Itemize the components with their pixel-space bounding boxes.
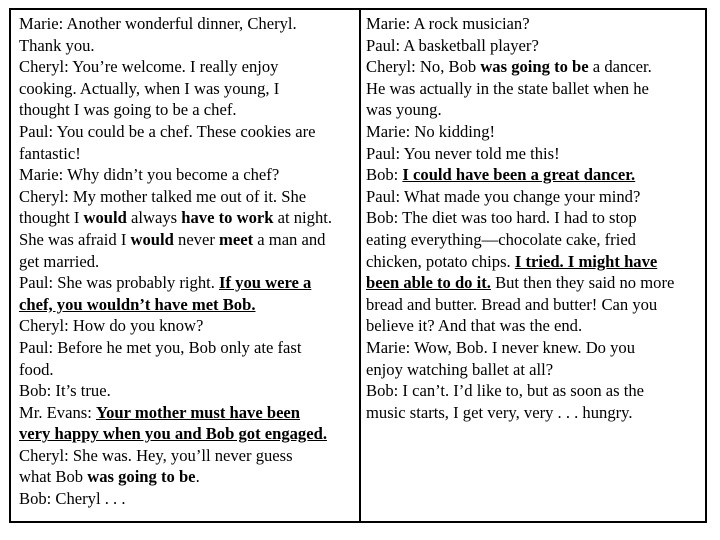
text-run: .: [195, 467, 200, 487]
underlined-bold-text: I could have been a great dancer.: [402, 165, 636, 185]
bold-text: was going to be: [480, 57, 589, 77]
text-run: a man and: [253, 229, 326, 249]
text-line: Thank you.: [19, 35, 95, 55]
text-line: [19, 466, 355, 488]
bold-text: was going to be: [87, 467, 196, 487]
text-line: Cheryl: How do you know?: [19, 316, 204, 336]
text-line: [366, 164, 702, 186]
text-line: Marie: Another wonderful dinner, Cheryl.: [19, 14, 297, 33]
underlined-bold-text: been able to do it.: [366, 273, 491, 293]
bold-text: would: [83, 208, 127, 228]
text-line: was young.: [366, 100, 442, 120]
text-line: Marie: A rock musician?: [366, 14, 530, 33]
text-line: Paul: What made you change your mind?: [366, 186, 641, 206]
text-run: always: [126, 208, 182, 228]
bold-text: meet: [219, 229, 254, 249]
right-column: [366, 13, 702, 423]
text-run: Paul: She was probably right.: [19, 273, 220, 293]
text-run: what Bob: [19, 467, 88, 487]
text-run: Bob:: [366, 165, 403, 185]
text-line: cooking. Actually, when I was young, I: [19, 78, 280, 98]
text-line: Paul: Before he met you, Bob only ate fast: [19, 337, 302, 357]
text-line: eating everything—chocolate cake, fried: [366, 229, 636, 249]
text-line: Marie: Why didn’t you become a chef?: [19, 165, 280, 185]
underlined-bold-text: If you were a: [219, 273, 312, 293]
text-run: a dancer.: [588, 57, 652, 77]
text-line: [366, 272, 702, 294]
text-line: He was actually in the state ballet when he: [366, 78, 649, 98]
text-line: music starts, I get very, very . . . hungry.: [366, 402, 633, 422]
text-line: Bob: The diet was too hard. I had to stop: [366, 208, 637, 228]
text-run: never: [173, 229, 220, 249]
underlined-bold-text: Your mother must have been: [95, 402, 301, 422]
text-line: enjoy watching ballet at all?: [366, 359, 554, 379]
text-line: [19, 402, 355, 424]
text-line: Bob: It’s true.: [19, 381, 111, 401]
text-run: She was afraid I: [19, 229, 131, 249]
text-line: [366, 56, 702, 78]
bold-text: have to work: [181, 208, 274, 228]
text-line: Paul: You never told me this!: [366, 143, 560, 163]
text-run: thought I: [19, 208, 84, 228]
text-run: But then they said no more: [490, 273, 675, 293]
underlined-bold-line: chef, you wouldn’t have met Bob.: [19, 294, 256, 314]
text-line: Marie: No kidding!: [366, 121, 496, 141]
bold-text: would: [130, 229, 174, 249]
text-line: Cheryl: You’re welcome. I really enjoy: [19, 57, 279, 77]
text-line: [19, 229, 355, 251]
text-line: food.: [19, 359, 54, 379]
text-line: bread and butter. Bread and butter! Can you: [366, 294, 658, 314]
column-divider: [359, 8, 361, 523]
text-line: [19, 207, 355, 229]
text-line: Cheryl: My mother talked me out of it. She: [19, 186, 307, 206]
text-line: thought I was going to be a chef.: [19, 100, 237, 120]
left-column: [19, 13, 355, 510]
text-run: Cheryl: No, Bob: [366, 57, 481, 77]
text-line: Bob: Cheryl . . .: [19, 489, 126, 509]
text-line: fantastic!: [19, 143, 81, 163]
text-line: Cheryl: She was. Hey, you’ll never guess: [19, 445, 293, 465]
underlined-bold-text: I tried. I might have: [514, 251, 658, 271]
text-line: [366, 251, 702, 273]
text-run: Mr. Evans:: [19, 402, 96, 422]
text-line: Bob: I can’t. I’d like to, but as soon as the: [366, 381, 645, 401]
text-line: [19, 272, 355, 294]
text-line: Paul: You could be a chef. These cookies are: [19, 121, 316, 141]
text-line: Marie: Wow, Bob. I never knew. Do you: [366, 337, 636, 357]
text-line: get married.: [19, 251, 100, 271]
text-line: believe it? And that was the end.: [366, 316, 583, 336]
text-run: chicken, potato chips.: [366, 251, 515, 271]
text-line: Paul: A basketball player?: [366, 35, 539, 55]
underlined-bold-line: very happy when you and Bob got engaged.: [19, 424, 327, 444]
text-run: at night.: [273, 208, 333, 228]
